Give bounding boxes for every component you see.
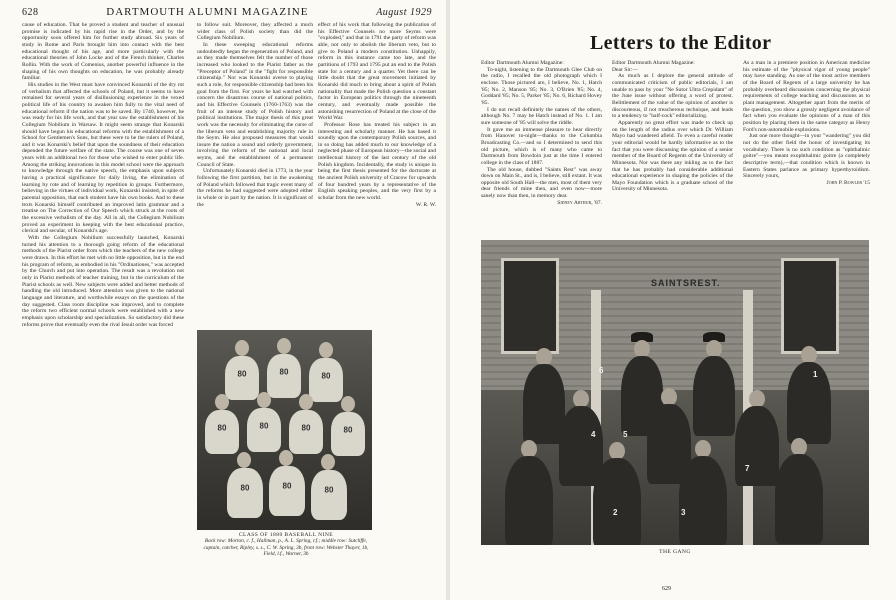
article-column-1 (22, 22, 184, 592)
letter-column-2 (612, 60, 733, 238)
letter-paragraph: As much as I deplore the general attitude of communicated criticism of public editorials, I am unable to pass by your "Ne Sutor Ultra Crepidam" of the June issue without offering a word of protest. Belittlement of the value of the opinion of another is discourteous, if not treacherous technique, and leads to a tendency to "half-cock" editorializing. (612, 73, 733, 120)
article-column-2 (197, 22, 313, 322)
player-head (257, 392, 271, 408)
person (787, 362, 831, 444)
article-paragraph: Professor Rose has treated his subject in an interesting and scholarly manner. He has based it soundly upon the contemporary Polish sources, and in so doing has added much to our knowledge of a neglected phase of European history—the social and intellectual history of the last century of the old Polish kingdom. Incidentally, the study is unique in being the first thesis presented for the doctorate at the ancient Polish university of Cracow for upwards of four hundred years by a representative of the English speaking peoples, and the very first by a scholar from the new world. (318, 121, 436, 202)
player (227, 468, 263, 518)
article-paragraph: His studies in the West must have convinced Konarski of the dry rot of verbalism that affected the schools of Poland, but it seems to have remained for several years of disillusioning experience in the vexed political life of his country to awaken him fully to the vital need of educational reform if the nation was to be saved. By 1740, however, he was ready for his life work, and that year saw the establishment of his Collegium Nobilium in Warsaw. It might seem strange that Konarski should have begun his educational reforms with the establishment of a School for Gentlemen's Sons, but these were to be the rulers of Poland, and it was Konarski's belief that upon the soundness of their education depended the future welfare of the state. The course was one of seven years with an additional two for those who wished to enter public life. Among the striking innovations in this model school were the approach to knowledge through the native speech, the emphasis upon subjects having a practical significance for daily living, the elimination of learning by rote and of learning by repetition in groups. Furthermore, believing in the virtues of individual work, Konarski insisted, in spite of parental opposition, that each student have his own books. And to these texts Konarski himself contributed an improved latin grammar and a treatise on The Correction of Our Speech which struck at the roots of the excessive verbalism of the day. All in all, the Collegium Nobilium proved an experiment in keeping with the best educational practice, clerical and secular, of Konarski's age. (22, 81, 184, 235)
letters-heading: Letters to the Editor (590, 32, 772, 54)
letter-paragraph: As a man in a premiere position in American medicine his estimate of the "physical vigor of young people" may have standing. As one of the most active members of the Board of Regents of a large university he has probably overheard discussions concerning the physical requirements of college teaching and discussions as to plant management. Altogether apart from the merits of the question, you show a grossly negligent avoidance of fact when you evaluate the opinions of a man of this position by placing them in the same category as Henry Ford's non-automobile explosions. (743, 60, 870, 133)
letter-column-1 (481, 60, 602, 238)
article-column-3 (318, 22, 436, 322)
house-window (501, 258, 559, 354)
jersey-number: 80 (301, 423, 311, 433)
the-gang-photo (481, 240, 869, 545)
jersey-number: 80 (240, 483, 250, 493)
person (693, 356, 735, 436)
letter-salutation: Editor Dartmouth Alumni Magazine: (612, 60, 695, 66)
jersey-number: 80 (279, 367, 289, 377)
saints-rest-sign: SAINTSREST. (651, 278, 721, 288)
player-head (235, 340, 249, 356)
review-signature: W. R. W. (415, 201, 436, 208)
letter-greeting: Dear Sir:— (612, 66, 638, 73)
gang-photo-caption: THE GANG (659, 549, 691, 555)
player (309, 358, 343, 402)
left-running-head (22, 6, 432, 20)
letter-paragraph: Just one more thought—in your "wandering" you did not do the other field the honor of investigating its vocabulary. There is no such condition as "ophthalmic goitre"—you meant exophthalmic goitre (a completely descriptive term),—that condition which is known in Eastern States parlance as primary hyperthyroidism. Sincerely yours, (743, 133, 870, 180)
jersey-number: 80 (259, 421, 269, 431)
house-window (781, 258, 839, 354)
player (225, 356, 259, 400)
player (247, 408, 281, 452)
article-paragraph: In these sweeping educational reforms undoubtedly began the regeneration of Poland, and as they made themselves felt the number of those increased who looked to the Piarist father as the "Preceptor of Poland" in the "fight for responsible citizenship." Nor was Konarski averse to playing such a role, for responsible citizenship had been his goal from the first. For years he had watched with concern the disastrous course of national politics, and his Effective Counsels (1760-1763) was the fruit of an intense study of Polish history and political institutions. The major thesis of this great work was the necessity for eliminating the curse of the liberum veto and establishing majority rule in the Seym. He also proposed measures that would insure the nation a sound and orderly government, involving the reform of the national and local seyms, and the establishment of a permanent Council of State. (197, 41, 313, 168)
left-page-number: 628 (22, 7, 39, 18)
player (289, 410, 323, 454)
photo-number-6: 6 (599, 366, 604, 375)
photo-number-7: 7 (745, 464, 750, 473)
letter-paragraph: To-night, listening to the Dartmouth Glee Club on the radio, I recalled the old photograph which I enclose. Those pictured are, I believe, No. 1, Hatch '85; No. 2, Manson '85; No. 3, O'Brien '85; No. 4, Goddard '85; No. 5, Parker '85; No. 6, Richard Hovey '85. (481, 66, 602, 106)
baseball-caption-body: Back row: Morton, c. f., Hallman, p., A. L. Spring, r.f.; middle row: Sutcliffe, captain, catcher, Ripley, s. s., C. W. Spring, 3b, front row: Webster Thayer, 1b, Field, l.f., Warner, 3b (203, 538, 369, 557)
player (267, 354, 301, 398)
jersey-number: 80 (217, 423, 227, 433)
player (269, 466, 305, 516)
jersey-number: 80 (282, 481, 292, 491)
player-head (299, 394, 313, 410)
letter-paragraph: I do not recall definitely the names of the others, although No. 7 may be Hatch instead of No. 1. I am sure someone of '85 will solve the riddle. (481, 106, 602, 126)
player (205, 410, 239, 454)
person (775, 454, 823, 544)
article-paragraph: cause of education. That he proved a student and teacher of unusual promise is indicated by his rapid rise in the Order, and by the opportunity soon offered him for further study abroad. Six years of study in Rome and Paris brought him into contact with the best educational thought of his age, and more particularly with the educational theories of John Locke and of the French thinker, Charles Rollin. With the work of Comenius, another powerful influence in the shaping of his own thoughts on education, he was probably already familiar. (22, 22, 184, 82)
issue-date: August 1929 (376, 7, 432, 18)
photo-number-2: 2 (613, 508, 618, 517)
person (593, 458, 641, 545)
letter-column-3 (743, 60, 870, 238)
person (679, 456, 727, 545)
player-head (321, 454, 335, 470)
player-head (341, 396, 355, 412)
person (505, 456, 553, 545)
letter-paragraph: Apparently no great effort was made to check up on the length of the radius over which Dr. William Mayo had wandered afield. To even a careful reader your editorial would be hardly informative as to the fact that you were discussing the opinion of a senior member of the Board of Regents of the University of Minnesota. Nor was there any inkling as to the fact that he has probably had considerable additional educational experience in shaping the policies of the Mayo Foundation which is a graduate school of the University of Minnesota. (612, 119, 733, 193)
person (735, 406, 779, 486)
player-head (279, 450, 293, 466)
letter-salutation: Editor Dartmouth Alumni Magazine: (481, 60, 564, 66)
jersey-number: 80 (324, 485, 334, 495)
letter-signature: John P. Bowler '15 (826, 179, 870, 186)
player-head (215, 394, 229, 410)
article-paragraph: to follow suit. Moreover, they affected a much wider class of Polish society than did the Collegium Nobilium. (197, 22, 313, 42)
jersey-number: 80 (343, 425, 353, 435)
article-paragraph: effect of his work that following the publication of his Effective Counsels no more Seyms were "exploded," and that in 1791 the party of reform was able, not only to abolish the liberum veto, but to give to Poland a modern constitution. Unhappily, reform in this instance came too late, and the partitions of 1793 and 1795 put an end to the Polish state for a century and a quarter. Yet there can be little doubt that the great movement initiated by Konarski did much to bring about a spirit of Polish nationality that made the Polish question a constant factor in European politics through the nineteenth century, and eventually made possible the astonishing resurrection of Poland at the close of the World War. (318, 22, 436, 122)
player-head (277, 338, 291, 354)
article-paragraph: Unfortunately Konarski died in 1773, in the year following the first partition, but in the awakening of Poland which followed that tragic event many of the reforms he had suggested were adopted either in whole or in part by the nation. It is significant of the (197, 168, 313, 208)
jersey-number: 80 (321, 371, 331, 381)
baseball-caption-title: CLASS OF 1880 BASEBALL NINE (238, 532, 334, 538)
player-head (237, 452, 251, 468)
baseball-team-photo (197, 330, 372, 530)
letter-paragraph: The old house, dubbed "Saints Rest" was away down on Main St., and is, I believe, still extant. It was opposite old South Hall—the men, most of them very dear friends of mine then, and even now—more sanely now than then, in memory dear. (481, 166, 602, 200)
magazine-title: DARTMOUTH ALUMNI MAGAZINE (106, 6, 309, 18)
player-head (319, 342, 333, 358)
photo-number-4: 4 (591, 430, 596, 439)
photo-number-5: 5 (623, 430, 628, 439)
letter-signature: Sidney Arthur, '87. (557, 199, 602, 206)
jersey-number: 80 (237, 369, 247, 379)
right-page-number: 629 (662, 586, 671, 592)
player (311, 470, 347, 520)
photo-number-1: 1 (813, 370, 818, 379)
photo-number-3: 3 (681, 508, 686, 517)
letter-paragraph: It gave me an immense pleasure to hear directly from Hanover to-night—thanks to the Columbia Broadcasting Co.—and so I determined to send this old picture, which is of many who came to Dartmouth from Bowdoin just at the time I entered college in the class of 1887. (481, 126, 602, 166)
article-paragraph: With the Collegium Nobilium successfully launched, Konarski turned his attention to a thorough going reform of the educational methods of the Piarist order from which the teachers of the new college were drawn. In this effort he met with no little opposition, but in the end his program of reform, as embodied in his "Ordinationes," was accepted by the Church and put into operation. The result was a revolution not only in Piarist methods of teacher training, but in the curriculum of the Piarist schools as well. New subjects were added and better methods of handling the old introduced. More attention was given to the national language and literature, and worthwhile essays on the questions of the day suggested. Class room discipline was improved, and to complete the reform two efficient normal schools were established with a new emphasis upon scholarship and specialization. So satisfactory did these reforms prove that eventually even the rival Jesuit order was forced (22, 235, 184, 328)
player (331, 412, 365, 456)
baseball-photo-caption (197, 532, 375, 557)
